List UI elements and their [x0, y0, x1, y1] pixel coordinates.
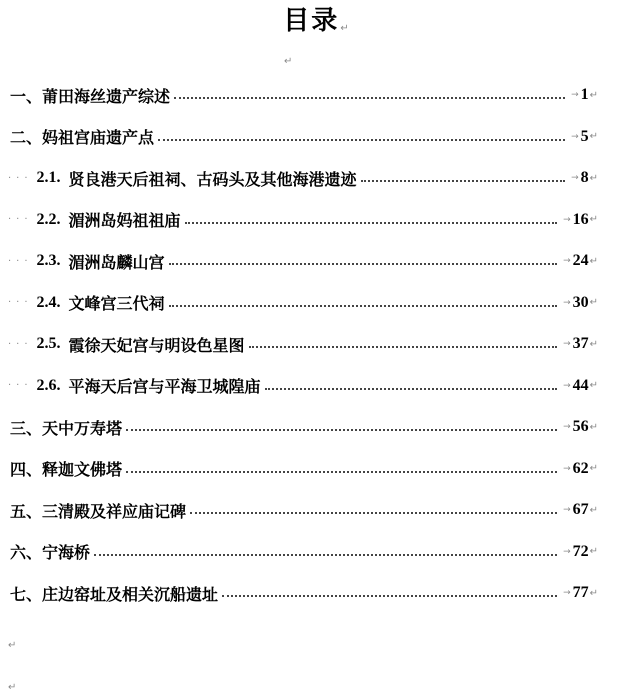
dot-leader [190, 512, 557, 514]
toc-entry-title: 五、三清殿及祥应庙记碑 [10, 501, 187, 521]
toc-entry[interactable] [8, 246, 598, 276]
indent-marker: ··· [8, 380, 33, 391]
toc-page-number: 37 [572, 335, 589, 352]
paragraph-mark-icon: ↵ [589, 89, 598, 101]
toc-entry-title: 一、莆田海丝遗产综述 [10, 86, 171, 106]
toc-page-number: 1 [580, 86, 589, 103]
dot-leader [185, 222, 558, 224]
toc-entry-number: 2.1. [36, 169, 61, 186]
toc-entry[interactable] [10, 578, 598, 608]
paragraph-mark-icon: ↵ [589, 172, 598, 184]
toc-entry[interactable] [10, 454, 598, 484]
toc-page-number: 24 [572, 252, 589, 269]
toc-entry[interactable] [8, 205, 598, 235]
toc-entry-number: 2.4. [36, 293, 61, 311]
toc-entry[interactable] [8, 163, 598, 193]
toc-page-number: 30 [572, 293, 589, 311]
tab-arrow-icon: → [563, 214, 571, 225]
paragraph-mark-icon: ↵ [589, 338, 598, 350]
dot-leader [126, 429, 557, 431]
paragraph-mark-icon: ↵ [8, 640, 17, 651]
dot-leader [265, 388, 558, 390]
toc-page-number: 67 [572, 501, 589, 518]
toc-entry-title: 贤良港天后祖祠、古码头及其他海港遗迹 [68, 169, 357, 189]
indent-marker: ··· [8, 214, 33, 225]
tab-arrow-icon: → [563, 463, 571, 474]
paragraph-mark-icon: ↵ [589, 380, 598, 391]
toc-entry-number: 2.3. [36, 252, 61, 269]
tab-arrow-icon: → [563, 505, 571, 515]
paragraph-mark-icon: ↵ [589, 131, 598, 142]
toc-page-number: 16 [572, 210, 589, 228]
toc-entry-title: 三、天中万寿塔 [10, 418, 123, 438]
indent-marker: ··· [8, 338, 33, 350]
toc-entry[interactable] [8, 329, 598, 359]
paragraph-mark-icon: ↵ [589, 463, 598, 474]
tab-arrow-icon: → [571, 173, 579, 183]
toc-entry-title: 湄洲岛麟山宫 [68, 252, 165, 272]
dot-leader [169, 263, 558, 265]
toc-page-number: 56 [572, 418, 589, 435]
dot-leader [249, 346, 558, 348]
toc-page-number: 62 [572, 459, 589, 477]
toc-entry[interactable] [10, 412, 598, 442]
tab-arrow-icon: → [563, 297, 571, 308]
toc-page-number: 8 [580, 169, 589, 186]
toc-entry[interactable] [10, 80, 598, 110]
toc-heading [0, 4, 632, 46]
tab-arrow-icon: → [571, 90, 579, 100]
dot-leader [169, 305, 558, 307]
toc-entry-title: 七、庄边窑址及相关沉船遗址 [10, 584, 219, 604]
dot-leader [126, 471, 557, 473]
toc-entry-number: 2.5. [36, 335, 61, 352]
dot-leader [222, 595, 557, 597]
paragraph-mark-icon: ↵ [589, 421, 598, 433]
toc-page-number: 77 [572, 584, 589, 601]
toc-entry[interactable] [10, 495, 598, 525]
tab-arrow-icon: → [563, 380, 571, 391]
toc-entry-title: 二、妈祖宫庙遗产点 [10, 128, 155, 147]
tab-arrow-icon: → [563, 339, 571, 349]
toc-page-number: 44 [572, 376, 589, 394]
paragraph-mark-icon: ↵ [8, 682, 17, 693]
indent-marker: ··· [8, 172, 33, 184]
dot-leader [361, 180, 566, 182]
paragraph-mark-icon: ↵ [589, 546, 598, 557]
paragraph-mark-icon: ↵ [589, 255, 598, 267]
toc-entry-title: 平海天后宫与平海卫城隍庙 [68, 377, 261, 396]
paragraph-mark-icon: ↵ [284, 56, 293, 67]
toc-heading-text: 目录 [283, 6, 340, 36]
paragraph-mark-icon: ↵ [589, 214, 598, 225]
indent-marker: ··· [8, 297, 33, 308]
tab-arrow-icon: → [563, 422, 571, 432]
tab-arrow-icon: → [563, 588, 571, 598]
indent-marker: ··· [8, 255, 33, 267]
tab-arrow-icon: → [571, 131, 579, 142]
toc-entry-title: 湄洲岛妈祖祖庙 [68, 211, 181, 230]
toc-entry[interactable] [10, 537, 598, 567]
tab-arrow-icon: → [563, 256, 571, 266]
toc-entry-number: 2.2. [36, 210, 61, 228]
toc-entry-title: 六、宁海桥 [10, 543, 91, 562]
dot-leader [174, 97, 565, 99]
paragraph-mark-icon: ↵ [589, 587, 598, 599]
paragraph-mark-icon: ↵ [589, 504, 598, 516]
toc-entry-title: 文峰宫三代祠 [68, 294, 165, 313]
paragraph-mark-icon: ↵ [589, 297, 598, 308]
paragraph-mark-icon: ↵ [340, 23, 349, 34]
toc-page-number: 72 [572, 542, 589, 560]
toc-entry[interactable] [10, 122, 598, 152]
toc-entry[interactable] [8, 288, 598, 318]
toc-entry-number: 2.6. [36, 376, 61, 394]
dot-leader [94, 554, 557, 556]
toc-page-number: 5 [580, 127, 589, 145]
toc-entry-title: 四、释迦文佛塔 [10, 460, 123, 479]
toc-entry-title: 霞徐天妃宫与明设色星图 [68, 335, 245, 355]
tab-arrow-icon: → [563, 546, 571, 557]
dot-leader [158, 139, 565, 141]
toc-entry[interactable] [8, 371, 598, 401]
